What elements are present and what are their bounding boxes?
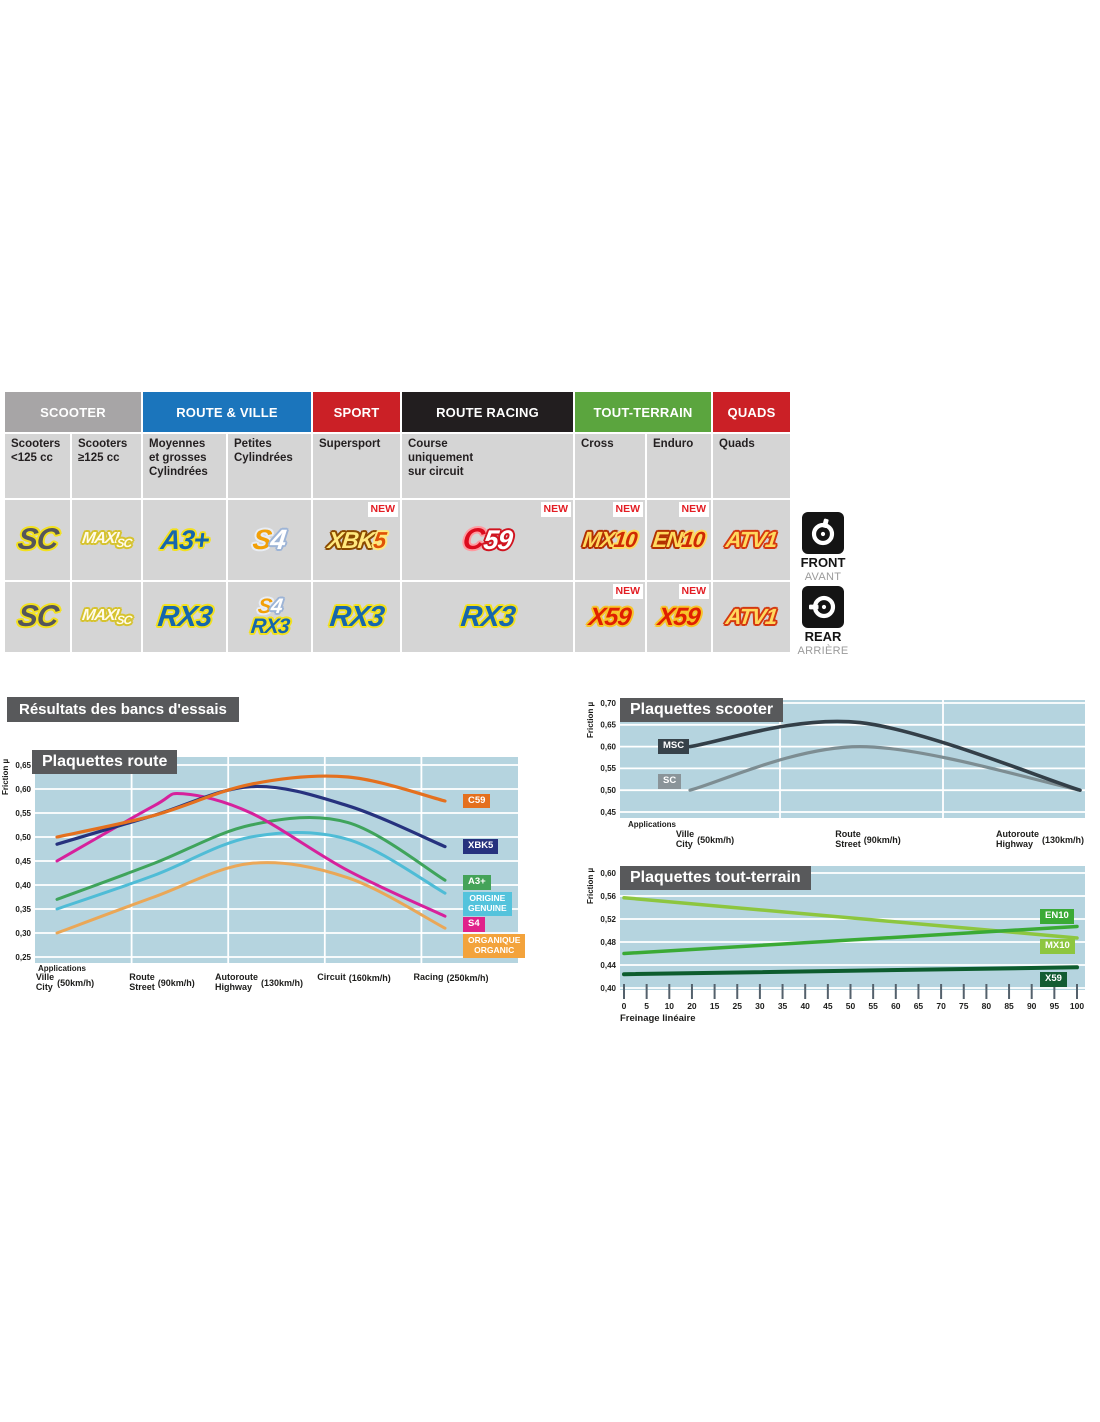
subcategory-line: Quads (719, 438, 755, 450)
x-category-speed: (50km/h) (697, 834, 735, 845)
route-chart-title: Plaquettes route (32, 750, 177, 774)
legend-chip-line: SC (663, 774, 677, 786)
y-axis-label: Friction µ (1, 758, 10, 795)
pad-logo-sc (16, 602, 59, 632)
subcategory-cell-course-uniquement-sur-circuit (402, 434, 573, 498)
y-tick-label: 0,45 (15, 856, 31, 866)
subcategory-line: Petites (234, 438, 272, 450)
y-tick-label: 0,60 (600, 868, 616, 878)
legend-chip-mx10 (1040, 939, 1075, 954)
logo-text: X59 (587, 602, 633, 631)
scooter-chart-title: Plaquettes scooter (620, 698, 783, 722)
pad-logo-atv1 (725, 606, 778, 628)
x-tick-label: 45 (823, 1001, 833, 1011)
x-category-autoroute (996, 830, 1084, 850)
pad-logo-en10 (652, 529, 706, 551)
x-tick-label: 75 (959, 1001, 969, 1011)
x-category-speed: (90km/h) (863, 834, 901, 845)
y-tick-label: 0,60 (600, 742, 616, 752)
x-tick-label: 30 (755, 1001, 765, 1011)
x-category-speed: (50km/h) (57, 977, 95, 988)
y-tick-label: 0,55 (15, 808, 31, 818)
logo-text: S (256, 595, 273, 619)
rear-label-fr: ARRIÈRE (797, 644, 849, 657)
x-category-name-line: Highway (214, 981, 252, 992)
legend-chip-line: MSC (663, 740, 685, 752)
subcategory-line: sur circuit (408, 465, 464, 478)
x-category-name-line: Highway (995, 838, 1033, 849)
legend-chip-line: XBK5 (468, 840, 494, 852)
pad-cell-rear (228, 582, 311, 652)
y-tick-label: 0,35 (15, 904, 31, 914)
y-axis-label: Friction µ (586, 867, 595, 904)
x-category-name-line: Circuit (317, 972, 346, 983)
logo-text: RX3 (458, 600, 517, 633)
subcategory-line: uniquement (408, 451, 474, 464)
legend-chip-line: EN10 (1045, 910, 1069, 922)
chart-plaquettes-tout-terrain (575, 860, 1100, 1035)
x-tick-label: 100 (1069, 1001, 1085, 1011)
subcategory-line: Supersport (319, 438, 381, 450)
legend-chip-sc (658, 774, 681, 789)
logo-text: SC (115, 536, 132, 550)
legend-chip-line: C59 (468, 794, 486, 806)
front-axle-badge (796, 512, 850, 583)
subcategory-cell-cross (575, 434, 645, 498)
logo-text: MAXI (80, 607, 119, 624)
logo-text: EN (651, 527, 684, 552)
y-tick-label: 0,50 (600, 786, 616, 795)
x-category-names (996, 830, 1039, 850)
pad-logo-rx3 (249, 617, 289, 637)
category-header-scooter: SCOOTER (5, 392, 141, 432)
pad-logo-maxisc (81, 608, 133, 626)
x-category-speed: (160km/h) (348, 973, 391, 983)
pad-logo-rx3 (155, 600, 214, 633)
pad-cell-rear (713, 582, 790, 652)
x-category-names (835, 830, 861, 850)
x-tick-label: 25 (732, 1001, 742, 1011)
logo-text: XBK (326, 526, 376, 553)
logo-text: SC (15, 523, 60, 556)
subcategory-line: Scooters (78, 438, 128, 450)
legend-chip-s4 (463, 917, 485, 932)
pad-logo-sc (16, 525, 59, 555)
subcategory-line: Enduro (653, 438, 694, 450)
pad-logo-c59 (461, 525, 513, 555)
x-tick-label: 60 (891, 1001, 901, 1011)
x-tick-label: 95 (1049, 1001, 1060, 1011)
y-tick-label: 0,40 (600, 983, 616, 993)
applications-caption: Applications (628, 820, 677, 829)
subcategory-line: Cross (581, 438, 614, 450)
logo-text: 5 (371, 526, 387, 553)
x-category-names (413, 973, 443, 983)
pad-cell-front (72, 500, 141, 580)
pad-cell-rear (647, 582, 711, 652)
x-tick-label: 40 (800, 1001, 810, 1011)
x-tick-label: 50 (845, 1001, 856, 1011)
pad-cell-rear (313, 582, 400, 652)
y-axis-label: Friction µ (586, 701, 595, 738)
x-category-speed: (130km/h) (260, 977, 304, 988)
x-category-name-line: Autoroute (214, 972, 258, 982)
y-tick-label: 0,30 (15, 928, 31, 938)
subcategory-line: Cylindrées (149, 465, 208, 478)
pad-logo-a3 (159, 524, 211, 555)
legend-chip-origine-genuine (463, 892, 512, 916)
subcategory-line: Moyennes (149, 438, 206, 450)
subcategory-cell-scooters-125-cc (72, 434, 141, 498)
x-tick-label: 15 (709, 1001, 720, 1011)
x-category-autoroute (215, 973, 303, 993)
pad-logo-s4 (256, 597, 282, 617)
subcategory-line: et grosses (149, 451, 207, 464)
x-tick-label: 80 (981, 1001, 992, 1011)
pad-cell-rear (72, 582, 141, 652)
y-tick-label: 0,50 (15, 832, 31, 842)
x-category-name-line: Ville (675, 829, 695, 839)
x-tick-label: 10 (664, 1001, 675, 1011)
category-header-quads: QUADS (713, 392, 790, 432)
product-range-table (5, 392, 790, 652)
chart-plaquettes-route (0, 740, 540, 1015)
pad-cell-front (5, 500, 70, 580)
legend-chip-en10 (1040, 909, 1074, 924)
category-header-sport: SPORT (313, 392, 400, 432)
logo-text: RX3 (249, 615, 290, 638)
x-tick-label: 90 (1026, 1001, 1037, 1011)
legend-chip-line: ORGANIQUE (468, 935, 521, 946)
y-tick-label: 0,25 (15, 952, 31, 962)
rear-brake-disc-icon (802, 586, 844, 628)
legend-chip-msc (658, 739, 689, 754)
subcategory-line: <125 cc (11, 451, 53, 464)
pad-cell-rear (575, 582, 645, 652)
logo-text: 4 (269, 524, 288, 555)
legend-chip-line: MX10 (1045, 940, 1070, 952)
pad-logo-s4 (252, 526, 288, 554)
x-tick-label: 20 (687, 1001, 697, 1011)
pad-logo-xbk5 (326, 526, 387, 553)
legend-chip-line: ORGANIC (474, 945, 515, 956)
legend-chip-a3 (463, 875, 491, 890)
logo-text: MAXI (80, 530, 119, 547)
logo-text: RX3 (155, 600, 214, 633)
y-tick-label: 0,60 (15, 784, 31, 794)
x-category-circuit (317, 973, 391, 983)
x-category-name-line: Ville (35, 972, 55, 982)
new-badge: NEW (368, 502, 399, 517)
x-category-speed: (90km/h) (157, 977, 195, 988)
y-tick-label: 0,65 (15, 760, 31, 770)
pad-cell-front (647, 500, 711, 580)
x-category-names (215, 973, 258, 993)
x-category-speed: (250km/h) (446, 973, 489, 983)
legend-chip-x59 (1040, 972, 1067, 987)
y-tick-label: 0,52 (600, 914, 616, 924)
new-badge: NEW (679, 502, 710, 517)
x-category-names (676, 830, 694, 850)
x-category-racing (413, 973, 488, 983)
x-tick-label: 70 (936, 1001, 946, 1011)
pad-cell-front (713, 500, 790, 580)
subcategory-cell-quads (713, 434, 790, 498)
subcategory-line: ≥125 cc (78, 451, 120, 464)
front-label-fr: AVANT (804, 570, 842, 583)
category-header-route-racing: ROUTE RACING (402, 392, 573, 432)
pad-logo-rx3 (458, 600, 517, 633)
x-category-names (129, 973, 155, 993)
logo-text: S (251, 524, 274, 555)
legend-chip-c59 (463, 794, 490, 809)
logo-text: RX3 (327, 600, 386, 633)
y-tick-label: 0,44 (600, 960, 616, 970)
rear-label: REAR (804, 629, 842, 644)
logo-text: 4 (269, 595, 283, 619)
subcategory-cell-petites-cylindr-es (228, 434, 311, 498)
logo-text: 59 (481, 525, 514, 555)
x-category-names (317, 973, 346, 983)
front-label: FRONT (800, 555, 846, 570)
pad-logo-maxisc (81, 531, 133, 549)
legend-chip-line: S4 (468, 917, 480, 929)
applications-caption: Applications (38, 964, 87, 973)
x-category-route (129, 973, 195, 993)
tt-chart-title: Plaquettes tout-terrain (620, 866, 811, 890)
subcategory-line: Course (408, 438, 448, 450)
pad-cell-rear (5, 582, 70, 652)
x-category-name-line: Street (129, 981, 155, 992)
pad-cell-front (575, 500, 645, 580)
pad-logo-atv1 (725, 529, 778, 551)
subcategory-cell-supersport (313, 434, 400, 498)
x-category-name-line: Autoroute (995, 829, 1039, 839)
subcategory-line: Scooters (11, 438, 61, 450)
logo-text: SC (15, 600, 60, 633)
x-category-ville (676, 830, 734, 850)
x-tick-label: 55 (868, 1001, 878, 1011)
logo-text: 10 (680, 527, 707, 552)
legend-chip-xbk5 (463, 839, 498, 854)
y-tick-label: 0,45 (600, 807, 616, 817)
y-tick-label: 0,56 (600, 891, 616, 901)
logo-text: 10 (612, 527, 639, 552)
x-tick-label: 85 (1004, 1001, 1014, 1011)
x-category-name-line: Route (835, 829, 861, 839)
new-badge: NEW (613, 584, 644, 599)
new-badge: NEW (679, 584, 710, 599)
pad-cell-front (228, 500, 311, 580)
legend-chip-line: ORIGINE (469, 893, 506, 904)
pad-cell-rear (143, 582, 226, 652)
new-badge: NEW (541, 502, 572, 517)
pad-cell-front (313, 500, 400, 580)
category-header-route-ville: ROUTE & VILLE (143, 392, 311, 432)
y-tick-label: 0,70 (600, 698, 616, 708)
logo-text: C (461, 523, 486, 556)
x-tick-label: 0 (621, 1001, 627, 1011)
logo-text: ATV1 (724, 527, 779, 552)
x-category-name-line: City (675, 838, 693, 849)
x-tick-label: 65 (913, 1001, 924, 1011)
category-header-tout-terrain: TOUT-TERRAIN (575, 392, 711, 432)
subcategory-cell-enduro (647, 434, 711, 498)
subcategory-cell-scooters-125-cc (5, 434, 70, 498)
subcategory-line: Cylindrées (234, 451, 293, 464)
x-tick-label: 5 (644, 1001, 650, 1011)
logo-text: A3+ (159, 524, 211, 555)
front-brake-disc-icon (802, 512, 844, 554)
subcategory-cell-moyennes-et-grosses-cylindr-es (143, 434, 226, 498)
x-category-ville (36, 973, 94, 993)
x-category-name-line: City (35, 981, 53, 992)
x-category-route (835, 830, 901, 850)
x-category-names (36, 973, 54, 993)
y-tick-label: 0,65 (600, 720, 616, 730)
results-heading: Résultats des bancs d'essais (7, 697, 239, 722)
legend-chip-line: GENUINE (468, 902, 507, 913)
x-category-name-line: Street (835, 838, 861, 849)
logo-text: X59 (656, 602, 702, 631)
logo-text: ATV1 (724, 604, 779, 629)
pad-logo-x59 (656, 602, 702, 631)
tt-x-axis-label: Freinage linéaire (620, 1013, 696, 1024)
rear-axle-badge (796, 586, 850, 657)
y-tick-label: 0,55 (600, 764, 616, 774)
chart-plaquettes-scooter (575, 690, 1100, 860)
legend-chip-organique-organic (463, 934, 525, 958)
new-badge: NEW (613, 502, 644, 517)
pad-cell-rear (402, 582, 573, 652)
logo-text: MX (581, 527, 616, 552)
pad-cell-front (143, 500, 226, 580)
x-category-name-line: Route (129, 972, 155, 982)
y-tick-label: 0,40 (15, 880, 31, 890)
pad-logo-mx10 (582, 529, 638, 551)
logo-text: SC (115, 613, 132, 627)
x-tick-label: 35 (777, 1001, 788, 1011)
x-category-speed: (130km/h) (1041, 834, 1085, 845)
legend-chip-line: X59 (1045, 973, 1062, 985)
pad-logo-x59 (587, 602, 633, 631)
pad-cell-front (402, 500, 573, 580)
x-category-name-line: Racing (413, 972, 444, 983)
y-tick-label: 0,48 (600, 937, 616, 947)
pad-logo-rx3 (327, 600, 386, 633)
legend-chip-line: A3+ (468, 876, 486, 888)
